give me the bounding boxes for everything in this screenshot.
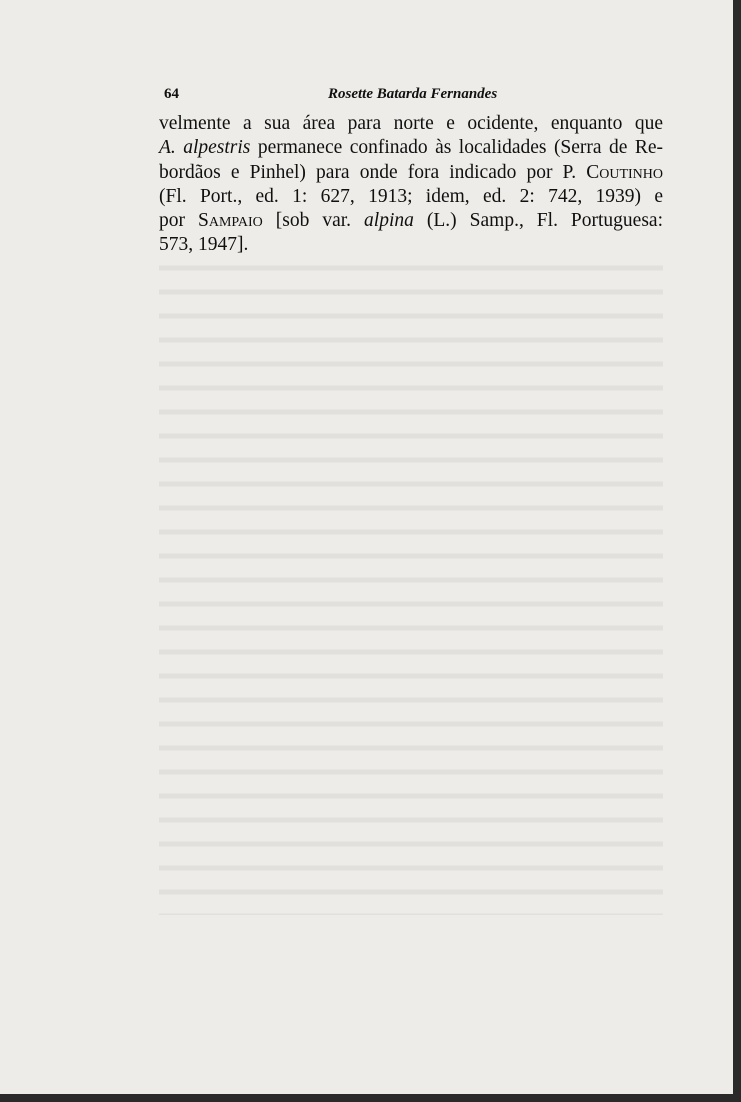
- text-line: por Sampaio [sob var. alpina (L.) Samp., Fl. Portuguesa:: [159, 210, 664, 232]
- page-number: 64: [164, 86, 179, 102]
- body-paragraph: [159, 112, 663, 258]
- variety-name: alpina: [364, 210, 414, 232]
- text-line: bordãos e Pinhel) para onde fora indicado por P. Coutinho: [159, 161, 663, 183]
- show-through-texture: [159, 255, 663, 915]
- page-header: [164, 86, 660, 110]
- running-head: Rosette Batarda Fernandes: [328, 86, 498, 102]
- text-line: (Fl. Port., ed. 1: 627, 1913; idem, ed. 2: 742, 1939) e: [159, 185, 663, 207]
- species-name: A. alpestris: [159, 137, 251, 159]
- text-line: A. alpestris permanece confinado às localidades (Serra de Re-: [159, 137, 664, 159]
- author-name: Coutinho: [586, 161, 663, 183]
- text-line: 573, 1947].: [159, 234, 249, 256]
- author-name: Sampaio: [197, 210, 263, 232]
- text-line: velmente a sua área para norte e ocidente, enquanto que: [159, 113, 663, 134]
